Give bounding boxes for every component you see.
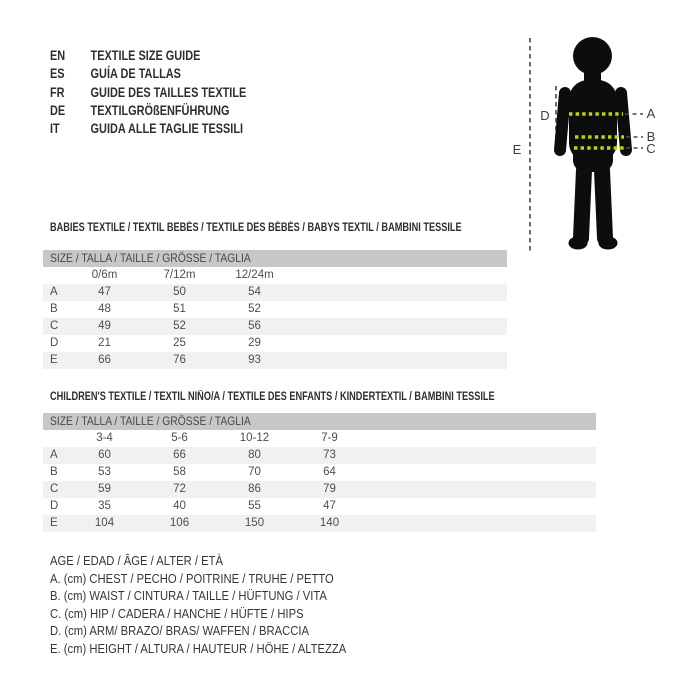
empty-cell	[367, 515, 596, 532]
silhouette-left-arm	[560, 93, 565, 150]
size-value: 25	[173, 337, 186, 349]
size-value: 56	[217, 318, 292, 335]
size-value: 64	[323, 466, 336, 478]
legend-waist-line: B. (cm) WAIST / CINTURA / TAILLE / HÜFTUNG / VITA	[50, 589, 327, 604]
row-label: D	[50, 500, 59, 512]
lang-row-en	[50, 46, 246, 64]
size-value: 104	[67, 515, 142, 532]
lang-row-es	[50, 64, 246, 82]
size-value: 52	[142, 318, 217, 335]
lang-title: GUIDA ALLE TAGLIE TESSILI	[90, 120, 244, 137]
language-title-list	[50, 46, 302, 137]
size-header-cell: SIZE / TALLA / TAILLE / GRÖSSE / TAGLIA	[43, 250, 507, 267]
empty-cell	[367, 498, 596, 515]
size-value: 86	[217, 481, 292, 498]
row-label: D	[50, 337, 59, 349]
size-value: 72	[142, 481, 217, 498]
height-label: E	[512, 142, 522, 157]
silhouette-right-foot	[599, 237, 618, 250]
lang-code: FR	[50, 83, 65, 100]
empty-cell	[292, 352, 507, 369]
size-value: 48	[98, 303, 111, 315]
silhouette-left-foot	[569, 237, 588, 250]
lang-title: TEXTILE SIZE GUIDE	[90, 47, 201, 63]
silhouette-right-arm	[621, 93, 626, 150]
col-header: 10-12	[239, 432, 270, 444]
legend-hip-line: C. (cm) HIP / CADERA / HANCHE / HÜFTE / HIPS	[50, 606, 304, 621]
lang-title: GUÍA DE TALLAS	[90, 65, 181, 82]
size-value: 21	[98, 337, 111, 349]
silhouette-right-leg	[602, 170, 605, 238]
silhouette-left-leg	[581, 170, 584, 238]
size-value: 47	[67, 284, 142, 301]
arm-label: D	[540, 108, 550, 123]
size-value: 140	[292, 515, 367, 532]
size-value: 49	[67, 318, 142, 335]
col-header: 7/12m	[163, 269, 196, 281]
col-header: 7-9	[321, 432, 338, 444]
table-row	[43, 318, 507, 335]
column-header-row	[43, 267, 507, 284]
size-value: 66	[142, 447, 217, 464]
empty-cell	[292, 318, 507, 335]
size-value: 35	[98, 500, 111, 512]
row-label: B	[50, 303, 58, 315]
children-size-table	[43, 413, 596, 532]
lang-row-de	[50, 101, 246, 119]
size-value: 51	[173, 303, 186, 315]
row-label: E	[43, 515, 67, 532]
size-value: 52	[248, 303, 261, 315]
lang-code: DE	[50, 101, 66, 118]
empty-cell	[367, 447, 596, 464]
size-value: 76	[142, 352, 217, 369]
empty-cell	[292, 335, 507, 352]
size-value: 79	[292, 481, 367, 498]
size-value: 73	[292, 447, 367, 464]
lang-title: GUIDE DES TAILLES TEXTILE	[90, 83, 247, 100]
silhouette-neck	[584, 68, 601, 82]
column-header-row	[43, 430, 596, 447]
lang-row-fr	[50, 83, 246, 101]
babies-size-table	[43, 250, 507, 369]
children-section-title: CHILDREN'S TEXTILE / TEXTIL NIÑO/A / TEXTILE DES ENFANTS / KINDERTEXTIL / BAMBINI TESSILE	[50, 391, 495, 403]
chest-label: A	[646, 106, 656, 121]
size-value: 50	[142, 284, 217, 301]
empty-cell	[367, 464, 596, 481]
table-row	[43, 481, 596, 498]
waist-label: B	[646, 129, 656, 144]
col-header: 5-6	[171, 432, 188, 444]
row-label: C	[43, 318, 67, 335]
babies-section-title: BABIES TEXTILE / TEXTIL BEBÉS / TEXTILE DES BÉBÉS / BABYS TEXTIL / BAMBINI TESSILE	[50, 222, 462, 234]
empty-cell	[43, 430, 67, 447]
table-row	[43, 352, 507, 369]
size-value: 93	[217, 352, 292, 369]
legend-age-line: AGE / EDAD / ÂGE / ALTER / ETÀ	[50, 554, 223, 568]
lang-title: TEXTILGRÖßENFÜHRUNG	[90, 101, 230, 118]
lang-row-it	[50, 119, 246, 137]
size-value: 29	[248, 337, 261, 349]
table-row	[43, 301, 507, 318]
lang-code: ES	[50, 65, 65, 82]
size-value: 55	[248, 500, 261, 512]
lang-code: EN	[50, 47, 66, 63]
empty-cell	[292, 284, 507, 301]
row-label: A	[43, 447, 67, 464]
size-value: 70	[248, 466, 261, 478]
col-header: 0/6m	[91, 269, 118, 281]
size-value: 80	[217, 447, 292, 464]
size-value: 47	[323, 500, 336, 512]
empty-cell	[292, 301, 507, 318]
size-value: 66	[67, 352, 142, 369]
lang-code: IT	[50, 120, 60, 137]
row-label: C	[43, 481, 67, 498]
empty-cell	[292, 267, 507, 284]
empty-cell	[367, 481, 596, 498]
size-value: 54	[217, 284, 292, 301]
size-value: 40	[173, 500, 186, 512]
table-row	[43, 284, 507, 301]
size-value: 53	[98, 466, 111, 478]
table-row	[43, 464, 596, 481]
table-header-row	[43, 413, 596, 430]
col-header: 3-4	[96, 432, 113, 444]
empty-cell	[43, 267, 67, 284]
size-value: 60	[67, 447, 142, 464]
size-value: 106	[142, 515, 217, 532]
hip-label: C	[646, 141, 656, 156]
size-value: 59	[67, 481, 142, 498]
legend-height-line: E. (cm) HEIGHT / ALTURA / HAUTEUR / HÖHE / ALTEZZA	[50, 641, 347, 656]
size-value: 150	[217, 515, 292, 532]
size-header-cell: SIZE / TALLA / TAILLE / GRÖSSE / TAGLIA	[43, 413, 596, 430]
table-header-row	[43, 250, 507, 267]
table-row	[43, 498, 596, 515]
row-label: A	[43, 284, 67, 301]
empty-cell	[367, 430, 596, 447]
child-silhouette	[560, 37, 626, 250]
measurement-legend	[50, 553, 379, 659]
table-row	[43, 447, 596, 464]
size-value: 58	[173, 466, 186, 478]
row-label: E	[43, 352, 67, 369]
table-row	[43, 515, 596, 532]
legend-chest-line: A. (cm) CHEST / PECHO / POITRINE / TRUHE / PETTO	[50, 571, 334, 586]
legend-arm-line: D. (cm) ARM/ BRAZO/ BRAS/ WAFFEN / BRACCIA	[50, 624, 309, 639]
row-label: B	[50, 466, 58, 478]
table-row	[43, 335, 507, 352]
col-header: 12/24m	[235, 269, 274, 281]
